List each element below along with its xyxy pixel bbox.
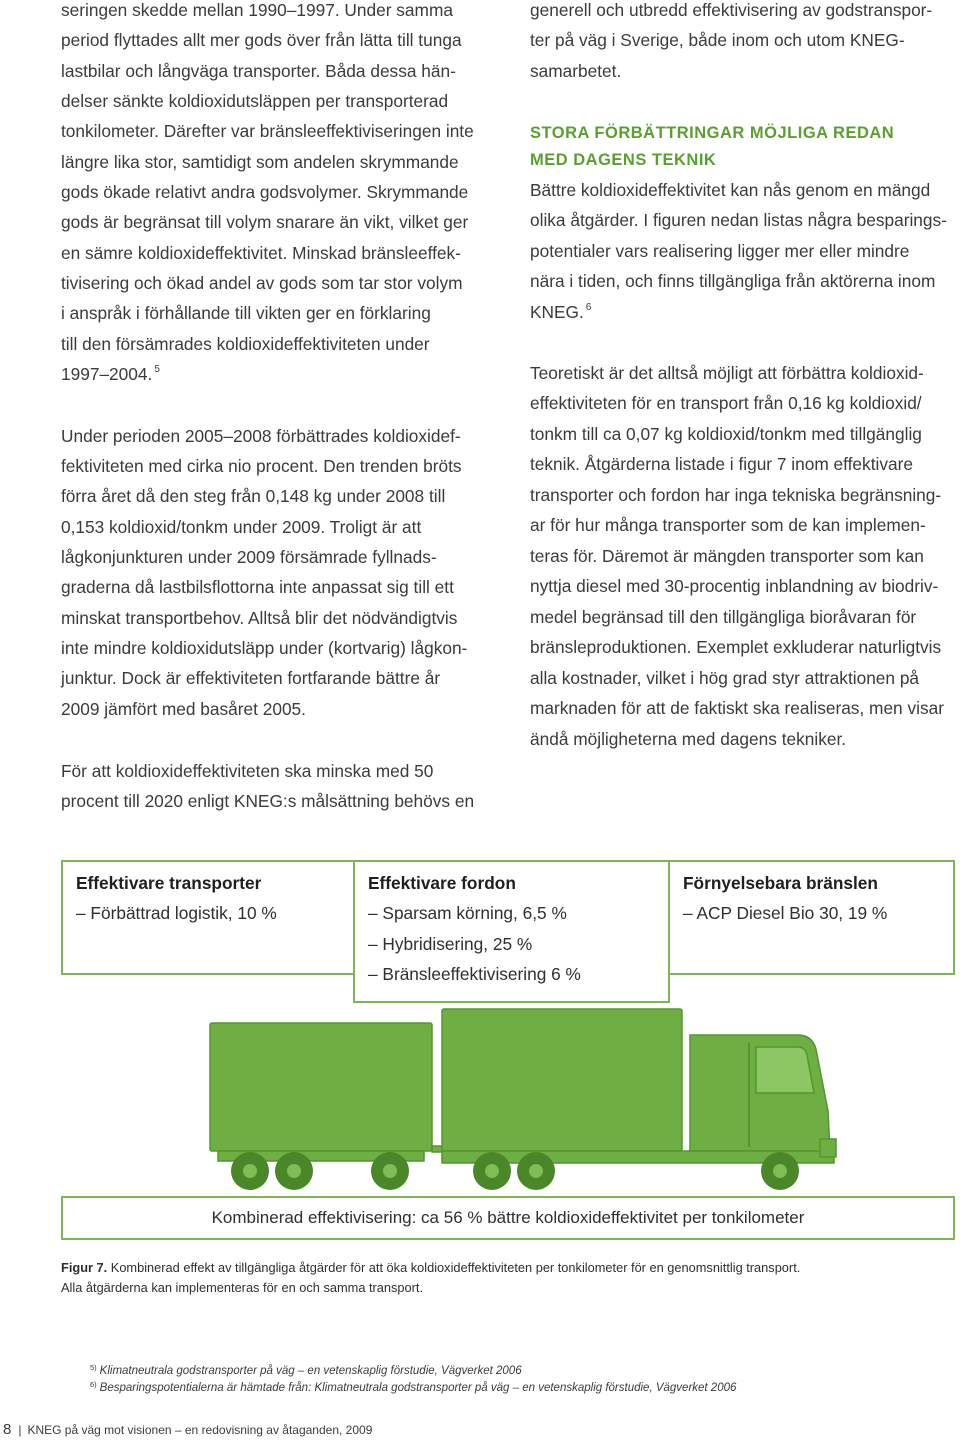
page-footer xyxy=(3,1420,372,1440)
text-line: 0,153 koldioxid/tonkm under 2009. Troligt är att xyxy=(61,516,422,537)
text-line: Bättre koldioxideffektivitet kan nås genom en mängd xyxy=(530,179,931,200)
cab-door-line xyxy=(748,1043,750,1147)
right-column-paragraph-3 xyxy=(530,358,944,755)
text-line-with-footnote xyxy=(61,359,474,393)
text-line: teras för. Däremot är mängden transporter som kan xyxy=(530,545,924,566)
text-line: längre lika stor, samtidigt som andelen skrymmande xyxy=(61,151,459,172)
figure-caption xyxy=(61,1258,800,1298)
figure-column-transports xyxy=(76,868,277,929)
text-line: tonkm till ca 0,07 kg koldioxid/tonkm med tillgänglig xyxy=(530,423,922,444)
text-line: effektiviteten för en transport från 0,16 kg koldioxid/ xyxy=(530,393,922,414)
wheel-hub xyxy=(485,1164,499,1178)
figure-list-item: – Förbättrad logistik, 10 % xyxy=(76,903,277,924)
trailer-body xyxy=(210,1023,432,1151)
text-line: inte mindre koldioxidutsläpp under (kortvarig) lågkon- xyxy=(61,638,468,659)
footnote xyxy=(90,1380,736,1397)
figure-list-item: – Sparsam körning, 6,5 % xyxy=(368,903,567,924)
figure-list-item: – Bränsleeffektivisering 6 % xyxy=(368,964,581,985)
text-line: junktur. Dock är effektiviteten fortfarande bättre år xyxy=(61,668,441,689)
footnotes xyxy=(90,1363,736,1397)
figure-column-title: Effektivare fordon xyxy=(368,873,516,893)
page-number: 8 xyxy=(3,1421,12,1438)
caption-label: Figur 7. xyxy=(61,1260,108,1275)
footnote-marker: 5) xyxy=(90,1363,97,1372)
text-line: en sämre koldioxideffektivitet. Minskad bränsleeffek- xyxy=(61,242,461,263)
text-line: till den försämrades koldioxideffektiviteten under xyxy=(61,333,430,354)
right-column-paragraph-1 xyxy=(530,0,932,86)
text-line: nära i tiden, och finns tillgängliga från aktörerna inom xyxy=(530,271,936,292)
text-line: i anspråk i förhållande till vikten ger en förklaring xyxy=(61,303,431,324)
text-line: seringen skedde mellan 1990–1997. Under samma xyxy=(61,0,453,20)
footnote-text: Klimatneutrala godstransporter på väg – en vetenskaplig förstudie, Vägverket 2006 xyxy=(99,1365,522,1377)
text-line: bränsleproduktionen. Exemplet exkluderar naturligtvis xyxy=(530,637,942,658)
text-line: KNEG. xyxy=(530,301,584,322)
text-line: tonkilometer. Därefter var bränsleeffektiviseringen inte xyxy=(61,121,474,142)
text-line: fektiviteten med cirka nio procent. Den trenden bröts xyxy=(61,456,462,477)
text-line: olika åtgärder. I figuren nedan listas några besparings- xyxy=(530,210,947,231)
caption-text: Kombinerad effekt av tillgängliga åtgärder för att öka koldioxideffektiviteten per tonkilometer för en genomsnittlig transport. xyxy=(110,1260,801,1275)
caption-line xyxy=(61,1258,800,1278)
publication-title: KNEG på väg mot visionen – en redovisning av åtaganden, 2009 xyxy=(27,1423,373,1437)
text-line: lågkonjunkturen under 2009 försämrade fyllnads- xyxy=(61,547,437,568)
text-line: ter på väg i Sverige, både inom och utom KNEG- xyxy=(530,30,905,51)
text-line: teknik. Åtgärderna listade i figur 7 inom effektivare xyxy=(530,454,913,475)
text-line: lastbilar och långväga transporter. Båda dessa hän- xyxy=(61,60,456,81)
figure-column-title: Effektivare transporter xyxy=(76,873,262,893)
section-heading xyxy=(530,120,894,174)
wheel-hub xyxy=(773,1164,787,1178)
figure-summary: Kombinerad effektivisering: ca 56 % bättre koldioxideffektivitet per tonkilometer xyxy=(61,1196,955,1240)
heading-line: STORA FÖRBÄTTRINGAR MÖJLIGA REDAN xyxy=(530,123,895,142)
footnote-text: Besparingspotentialerna är hämtade från: Klimatneutrala godstransporter på väg – en vetenskaplig förstudie, Vägverket 2006 xyxy=(99,1382,737,1394)
footnote-ref: 5 xyxy=(154,363,160,375)
figure-column-title: Förnyelsebara bränslen xyxy=(683,873,878,893)
text-line: alla kostnader, vilket i hög grad styr attraktionen på xyxy=(530,667,920,688)
text-line: minskat transportbehov. Alltså blir det nödvändigtvis xyxy=(61,607,458,628)
left-column-paragraph-3 xyxy=(61,756,474,817)
text-line: nyttja diesel med 30-procentig inblandning av biodriv- xyxy=(530,576,939,597)
text-line: potentialer vars realisering ligger mer eller mindre xyxy=(530,240,910,261)
truck-bumper xyxy=(820,1139,836,1157)
text-line-with-footnote xyxy=(530,297,947,332)
cab-window xyxy=(756,1047,814,1093)
wheel-hub xyxy=(243,1164,257,1178)
text-line: marknaden för att de faktiskt ska realiseras, men visar xyxy=(530,698,944,719)
left-column-paragraph-2 xyxy=(61,421,467,724)
wheel-hub xyxy=(287,1164,301,1178)
text-line: graderna då lastbilsflottorna inte anpassat sig till ett xyxy=(61,577,454,598)
footnote-marker: 6) xyxy=(90,1380,97,1389)
text-line: tivisering och ökad andel av gods som tar stor volym xyxy=(61,272,463,293)
text-line: 2009 jämfört med basåret 2005. xyxy=(61,698,306,719)
figure-list-item: – Hybridisering, 25 % xyxy=(368,933,533,954)
footnote-ref: 6 xyxy=(585,301,592,313)
text-line: För att koldioxideffektiviteten ska minska med 50 xyxy=(61,760,434,781)
text-line: ändå möjligheterna med dagens tekniker. xyxy=(530,728,847,749)
text-line: ar för hur många transporter som de kan implemen- xyxy=(530,515,926,536)
wheel-hub xyxy=(529,1164,543,1178)
footer-separator: | xyxy=(18,1423,22,1437)
text-line: förra året då den steg från 0,148 kg under 2008 till xyxy=(61,486,446,507)
text-line: transporter och fordon har inga tekniska begränsning- xyxy=(530,484,942,505)
caption-text: Alla åtgärderna kan implementeras för en och samma transport. xyxy=(61,1280,424,1295)
truck-cargo-box xyxy=(442,1009,682,1151)
truck-icon xyxy=(200,1003,840,1193)
figure-column-fuels xyxy=(683,868,887,929)
text-line: gods är begränsat till volym snarare än vikt, vilket ger xyxy=(61,212,469,233)
figure-list-item: – ACP Diesel Bio 30, 19 % xyxy=(683,903,888,924)
text-line: period flyttades allt mer gods över från lätta till tunga xyxy=(61,30,462,51)
text-line: gods ökade relativt andra godsvolymer. Skrymmande xyxy=(61,181,469,202)
text-line: samarbetet. xyxy=(530,60,622,81)
text-line: Teoretiskt är det alltså möjligt att förbättra koldioxid- xyxy=(530,362,924,383)
text-line: generell och utbredd effektivisering av godstranspor- xyxy=(530,0,933,20)
wheel-hub xyxy=(383,1164,397,1178)
right-column-paragraph-2 xyxy=(530,175,947,332)
text-line: Under perioden 2005–2008 förbättrades koldioxidef- xyxy=(61,425,461,446)
heading-line: MED DAGENS TEKNIK xyxy=(530,150,717,169)
figure-column-vehicles xyxy=(368,868,581,990)
left-column-paragraph-1 xyxy=(61,0,474,393)
text-line: medel begränsad till den tillgängliga bioråvaran för xyxy=(530,606,917,627)
text-line: delser sänkte koldioxidutsläppen per transporterad xyxy=(61,90,449,111)
text-line: procent till 2020 enligt KNEG:s målsättning behövs en xyxy=(61,791,475,812)
footnote xyxy=(90,1363,736,1380)
text-line: 1997–2004. xyxy=(61,363,153,384)
